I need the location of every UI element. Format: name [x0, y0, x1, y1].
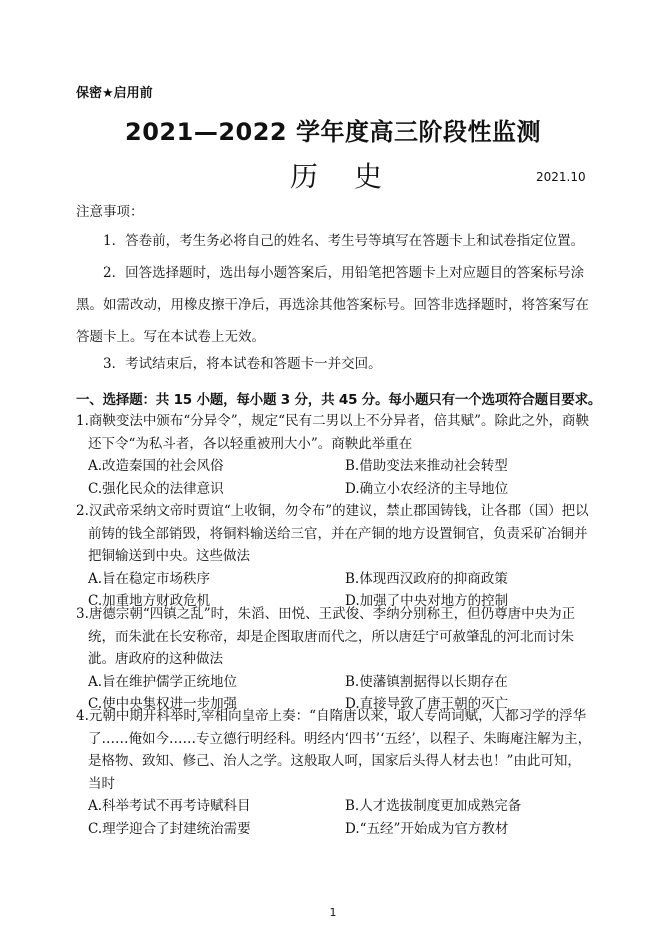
option: B.体现西汉政府的抑商政策 [345, 570, 508, 587]
question-stem: 3.唐德宗朝“四镇之乱”时，朱滔、田悦、王武俊、李纳分别称王，但仍尊唐中央为正统，而朱泚在长安称帝，却是企图取唐而代之，所以唐廷宁可赦肇乱的河北而讨朱泚。唐政府的这种做法 [76, 606, 576, 668]
notice-item: 1．答卷前，考生务必将自己的姓名、考生号等填写在答题卡上和试卷指定位置。 [103, 233, 585, 249]
question [76, 705, 592, 841]
option: A.改造秦国的社会风俗 [88, 458, 224, 475]
option: D.直接导致了唐王朝的灭亡 [345, 696, 509, 713]
question [76, 603, 592, 716]
option: A.旨在维护儒学正统地位 [88, 673, 238, 690]
notice-heading: 注意事项： [76, 204, 144, 220]
option: A.旨在稳定市场秩序 [88, 570, 211, 587]
option: B.借助变法来推动社会转型 [345, 458, 508, 475]
option: D.加强了中央对地方的控制 [345, 593, 509, 610]
confidential-label: 保密★启用前 [76, 86, 153, 101]
option: C.理学迎合了封建统治需要 [88, 820, 251, 837]
exam-date: 2021.10 [536, 170, 586, 184]
question [76, 500, 592, 613]
question-stem: 2.汉武帝采纳文帝时贾谊“上收铜，勿令布”的建议，禁止郡国铸钱，让各郡（国）把以前铸的钱全部销毁，将铜料输送给三官，并在产铜的地方设置铜官，负责采矿冶铜并把铜输送到中央。这些做法 [76, 503, 589, 565]
section-heading: 一、选择题：共 15 小题，每小题 3 分，共 45 分。每小题只有一个选项符合题目要求。 [76, 392, 602, 408]
option: D.确立小农经济的主导地位 [345, 480, 509, 497]
option: C.使中央集权进一步加强 [88, 696, 238, 713]
page-number: 1 [329, 906, 337, 919]
question-stem: 1.商鞅变法中颁布“分异令”，规定“民有二男以上不分异者，倍其赋”。除此之外，商鞅还下令“为私斗者，各以轻重被刑大小”。商鞅此举重在 [76, 413, 589, 452]
subject-title: 历史 [290, 160, 419, 193]
option: C.加重地方财政危机 [88, 593, 211, 610]
option: D.“五经”开始成为官方教材 [345, 820, 509, 837]
option: B.人才选拔制度更加成熟完备 [345, 798, 522, 815]
notice-item: 3．考试结束后，将本试卷和答题卡一并交回。 [103, 356, 382, 372]
option: C.强化民众的法律意识 [88, 480, 224, 497]
exam-title: 2021—2022 学年度高三阶段性监测 [125, 118, 541, 146]
question [76, 410, 592, 500]
option: A.科举考试不再考诗赋科目 [88, 798, 251, 815]
option: B.使藩镇割据得以长期存在 [345, 673, 508, 690]
notice-item: 2．回答选择题时，选出每小题答案后，用铅笔把答题卡上对应题目的答案标号涂黑。如需改动，用橡皮擦干净后，再选涂其他答案标号。回答非选择题时，将答案写在答题卡上。写在本试卷上无效。 [76, 265, 589, 345]
question-stem: 4.元朝中期开科举时,宰相向皇帝上奏：“自隋唐以来，取人专尚词赋，人都习学的浮华了……俺如今……专立德行明经科。明经内‘四书’‘五经’，以程子、朱晦庵注解为主，是格物、致知、修己、治人之学。这般取人呵，国家后头得人材去也！”由此可知，当时 [76, 708, 592, 792]
